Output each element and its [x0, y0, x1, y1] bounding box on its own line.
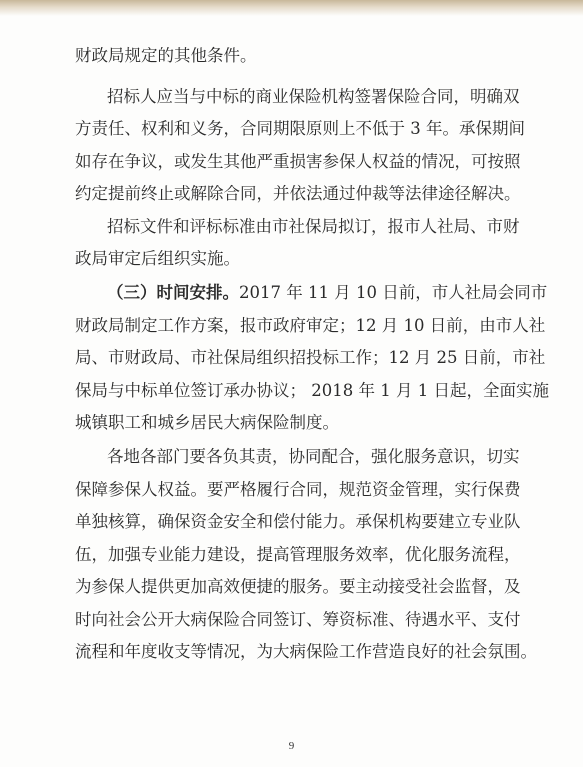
- paragraph-4-line-2: 财政局制定工作方案，报市政府审定；12 月 10 日前，由市人社: [75, 316, 546, 335]
- paragraph-4-line-3: 局、市财政局、市社保局组织招投标工作；12 月 25 日前，市社: [75, 348, 546, 367]
- section-heading: （三）时间安排。: [107, 283, 239, 302]
- paragraph-4-line-4: 保局与中标单位签订承办协议； 2018 年 1 月 1 日起，全面实施: [75, 381, 549, 400]
- paragraph-2-line-3: 如存在争议，或发生其他严重损害参保人权益的情况，可按照: [75, 152, 521, 171]
- paragraph-3-line-2: 政局审定后组织实施。: [75, 249, 240, 268]
- paragraph-5-line-6: 时向社会公开大病保险合同签订、筹资标准、待遇水平、支付: [75, 610, 521, 629]
- paragraph-2-line-4: 约定提前终止或解除合同，并依法通过仲裁等法律途径解决。: [75, 184, 521, 203]
- page-number: 9: [288, 740, 295, 752]
- paragraph-5-line-5: 为参保人提供更加高效便捷的服务。要主动接受社会监督，及: [75, 577, 521, 596]
- paragraph-2-line-1: 招标人应当与中标的商业保险机构签署保险合同，明确双: [107, 87, 520, 106]
- paragraph-4-line-1: [107, 279, 548, 307]
- paragraph-5-line-4: 伍，加强专业能力建设，提高管理服务效率，优化服务流程，: [75, 545, 521, 564]
- paragraph-5-line-1: 各地各部门要各负其责，协同配合，强化服务意识，切实: [107, 447, 520, 466]
- paragraph-5-line-3: 单独核算，确保资金安全和偿付能力。承保机构要建立专业队: [75, 512, 521, 531]
- paragraph-4-line-1-text: 2017 年 11 月 10 日前，市人社局会同市: [239, 283, 548, 302]
- paragraph-2-line-2: 方责任、权利和义务，合同期限原则上不低于 3 年。承保期间: [75, 119, 525, 138]
- paragraph-5-line-2: 保障参保人权益。要严格履行合同，规范资金管理，实行保费: [75, 480, 521, 499]
- paragraph-3-line-1: 招标文件和评标标准由市社保局拟订，报市人社局、市财: [107, 217, 520, 236]
- paragraph-4-line-5: 城镇职工和城乡居民大病保险制度。: [75, 413, 339, 432]
- paragraph-5-line-7: 流程和年度收支等情况，为大病保险工作营造良好的社会氛围。: [75, 642, 537, 661]
- scan-edge-shadow: [0, 0, 583, 16]
- paragraph-1-line-1: 财政局规定的其他条件。: [75, 46, 257, 65]
